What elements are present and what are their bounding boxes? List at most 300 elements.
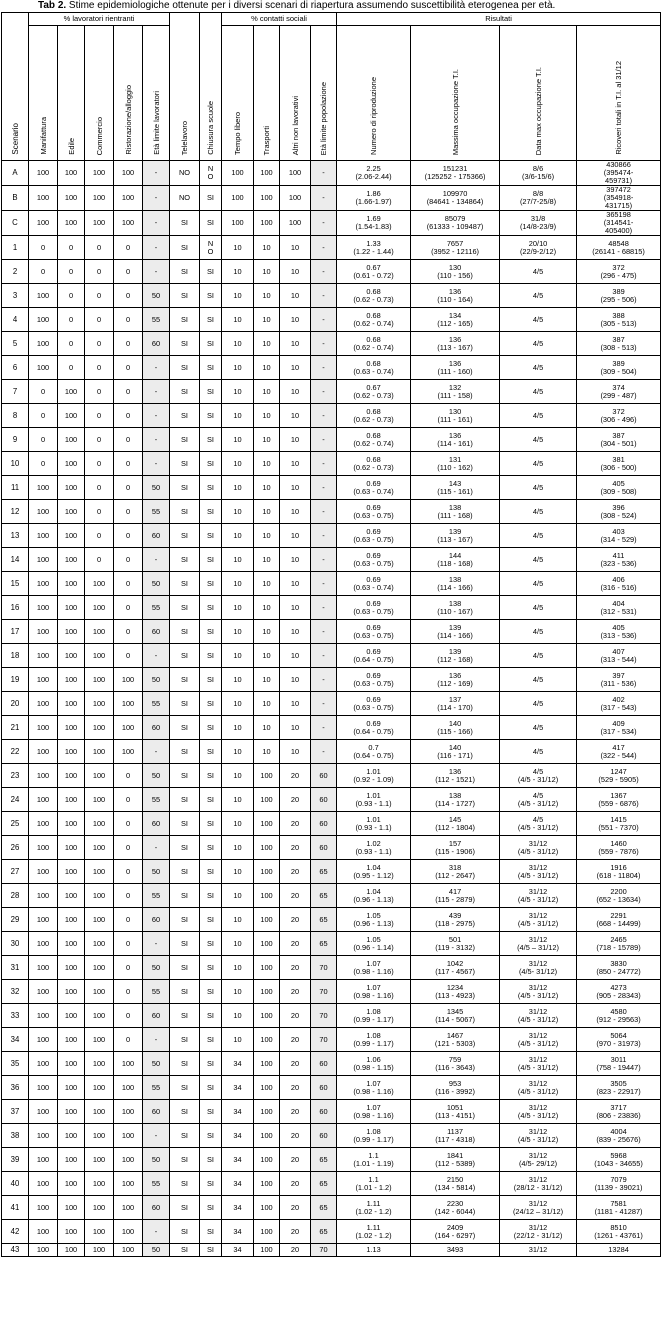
scenario-cell: 16 <box>2 596 29 620</box>
table-cell: 387 (304 - 501) <box>577 428 661 452</box>
table-cell: 100 <box>58 932 85 956</box>
table-cell: - <box>311 500 337 524</box>
table-cell: 0 <box>29 428 58 452</box>
table-cell: 100 <box>85 668 114 692</box>
table-cell: 100 <box>58 1220 85 1244</box>
table-cell: 0.67 (0.62 - 0.73) <box>337 380 411 404</box>
table-cell: 10 <box>280 500 311 524</box>
table-row <box>2 1028 661 1052</box>
scenario-cell: 31 <box>2 956 29 980</box>
table-cell: - <box>311 596 337 620</box>
table-cell: 0 <box>114 884 143 908</box>
table-cell: - <box>311 668 337 692</box>
table-cell: 0.68 (0.63 - 0.74) <box>337 356 411 380</box>
table-cell: - <box>311 356 337 380</box>
table-cell: SI <box>170 452 200 476</box>
table-cell: 13284 <box>577 1244 661 1257</box>
table-cell: SI <box>170 1124 200 1148</box>
table-cell: 4/5 <box>500 476 577 500</box>
table-cell: 100 <box>58 716 85 740</box>
header-trasporti: Trasporti <box>254 26 280 161</box>
table-cell: 0 <box>29 404 58 428</box>
header-chiusura-scuole: Chiusura scuole <box>200 26 222 161</box>
table-cell: SI <box>170 548 200 572</box>
table-cell: - <box>143 740 170 764</box>
table-cell: 100 <box>114 1220 143 1244</box>
table-cell: 34 <box>222 1220 254 1244</box>
table-row <box>2 1076 661 1100</box>
table-cell: 31/12 (4/5 - 31/12) <box>500 1028 577 1052</box>
scenario-cell: 12 <box>2 500 29 524</box>
table-cell: 20 <box>280 764 311 788</box>
table-cell: 3011 (758 - 19447) <box>577 1052 661 1076</box>
table-cell: SI <box>200 356 222 380</box>
table-row <box>2 980 661 1004</box>
table-cell: 20 <box>280 788 311 812</box>
table-cell: 10 <box>280 332 311 356</box>
table-cell: 31/12 (4/5 – 31/12) <box>500 932 577 956</box>
table-cell: 100 <box>254 1052 280 1076</box>
table-cell: 10 <box>222 308 254 332</box>
table-cell: 430866 (395474- 459731) <box>577 161 661 186</box>
table-cell: SI <box>200 1052 222 1076</box>
table-cell: 100 <box>85 161 114 186</box>
table-cell: 34 <box>222 1196 254 1220</box>
table-cell: 1247 (529 - 5905) <box>577 764 661 788</box>
table-cell: 70 <box>311 1004 337 1028</box>
table-cell: SI <box>200 1004 222 1028</box>
table-cell: SI <box>170 596 200 620</box>
table-cell: 60 <box>311 812 337 836</box>
table-cell: SI <box>200 1124 222 1148</box>
table-cell: SI <box>200 308 222 332</box>
table-cell: 31/12 (4/5 - 31/12) <box>500 1076 577 1100</box>
table-row <box>2 308 661 332</box>
table-cell: SI <box>200 476 222 500</box>
table-cell: 2409 (164 - 6297) <box>411 1220 500 1244</box>
table-cell: 60 <box>311 788 337 812</box>
table-cell: 100 <box>58 692 85 716</box>
table-cell: 100 <box>114 211 143 236</box>
table-cell: 20 <box>280 932 311 956</box>
table-cell: 0 <box>114 812 143 836</box>
table-cell: 3505 (823 - 22917) <box>577 1076 661 1100</box>
scenario-cell: 38 <box>2 1124 29 1148</box>
table-cell: 20 <box>280 1028 311 1052</box>
table-cell: 411 (323 - 536) <box>577 548 661 572</box>
table-cell: 50 <box>143 572 170 596</box>
table-row <box>2 908 661 932</box>
table-cell: 60 <box>143 1100 170 1124</box>
table-cell: 65 <box>311 860 337 884</box>
table-cell: 100 <box>29 932 58 956</box>
table-cell: 3717 (806 - 23836) <box>577 1100 661 1124</box>
table-cell: 20 <box>280 1172 311 1196</box>
table-cell: 7581 (1181 - 41287) <box>577 1196 661 1220</box>
table-cell: 100 <box>58 186 85 211</box>
table-cell: 100 <box>85 860 114 884</box>
scenario-cell: C <box>2 211 29 236</box>
scenario-cell: 43 <box>2 1244 29 1257</box>
table-cell: 100 <box>29 764 58 788</box>
table-cell: 20 <box>280 836 311 860</box>
table-cell: 100 <box>58 1244 85 1257</box>
table-cell: 381 (306 - 500) <box>577 452 661 476</box>
scenario-cell: 23 <box>2 764 29 788</box>
table-cell: SI <box>200 716 222 740</box>
table-cell: 100 <box>58 161 85 186</box>
table-cell: 5968 (1043 - 34655) <box>577 1148 661 1172</box>
table-row <box>2 1244 661 1257</box>
table-cell: 10 <box>254 404 280 428</box>
table-cell: 100 <box>29 1004 58 1028</box>
table-cell: SI <box>170 1196 200 1220</box>
table-cell: SI <box>200 620 222 644</box>
table-row <box>2 500 661 524</box>
table-cell: SI <box>200 284 222 308</box>
table-cell: 50 <box>143 284 170 308</box>
scenario-cell: 27 <box>2 860 29 884</box>
table-cell: 0.68 (0.62 - 0.73) <box>337 452 411 476</box>
table-cell: 0.69 (0.63 - 0.75) <box>337 620 411 644</box>
table-cell: SI <box>200 596 222 620</box>
table-cell: 100 <box>29 668 58 692</box>
table-cell: 365198 (314541- 405400) <box>577 211 661 236</box>
table-cell: 100 <box>29 908 58 932</box>
table-cell: 100 <box>85 692 114 716</box>
table-row <box>2 860 661 884</box>
table-cell: 10 <box>222 644 254 668</box>
table-cell: 145 (112 - 1804) <box>411 812 500 836</box>
table-cell: 60 <box>143 332 170 356</box>
table-cell: 100 <box>29 308 58 332</box>
table-cell: 100 <box>29 211 58 236</box>
table-cell: 406 (316 - 516) <box>577 572 661 596</box>
table-row <box>2 476 661 500</box>
table-cell: 8510 (1261 - 43761) <box>577 1220 661 1244</box>
header-tempo-libero: Tempo libero <box>222 26 254 161</box>
table-cell: 439 (118 - 2975) <box>411 908 500 932</box>
table-cell: 0.68 (0.62 - 0.74) <box>337 308 411 332</box>
table-cell: - <box>311 620 337 644</box>
table-cell: 138 (114 - 1727) <box>411 788 500 812</box>
table-cell: 409 (317 - 534) <box>577 716 661 740</box>
table-cell: 0 <box>114 620 143 644</box>
table-cell: 0 <box>58 284 85 308</box>
scenario-cell: 8 <box>2 404 29 428</box>
table-cell: 4/5 <box>500 500 577 524</box>
table-row <box>2 788 661 812</box>
table-cell: 0 <box>114 596 143 620</box>
table-cell: 0.69 (0.63 - 0.75) <box>337 692 411 716</box>
table-cell: 10 <box>222 1004 254 1028</box>
table-cell: 1.11 (1.02 - 1.2) <box>337 1220 411 1244</box>
table-cell: SI <box>200 764 222 788</box>
table-cell: 100 <box>58 596 85 620</box>
table-cell: 100 <box>58 524 85 548</box>
table-cell: 10 <box>254 260 280 284</box>
table-cell: - <box>311 380 337 404</box>
table-cell: 1.06 (0.98 - 1.15) <box>337 1052 411 1076</box>
table-cell: 20 <box>280 980 311 1004</box>
table-cell: 55 <box>143 1172 170 1196</box>
table-cell: 60 <box>311 1124 337 1148</box>
table-cell: 100 <box>58 476 85 500</box>
table-cell: 31/12 (4/5 - 31/12) <box>500 884 577 908</box>
table-cell: 100 <box>85 740 114 764</box>
table-cell: 1.05 (0.96 - 1.13) <box>337 908 411 932</box>
table-cell: 1345 (114 - 5067) <box>411 1004 500 1028</box>
table-cell: 10 <box>222 716 254 740</box>
table-cell: 100 <box>29 476 58 500</box>
table-cell: 60 <box>311 1052 337 1076</box>
table-cell: 151231 (125252 - 175366) <box>411 161 500 186</box>
table-cell: 34 <box>222 1124 254 1148</box>
table-cell: - <box>143 452 170 476</box>
table-cell: 100 <box>85 644 114 668</box>
table-cell: SI <box>200 956 222 980</box>
table-cell: 10 <box>222 500 254 524</box>
table-cell: 100 <box>29 1196 58 1220</box>
table-cell: SI <box>200 548 222 572</box>
table-cell: 4004 (839 - 25676) <box>577 1124 661 1148</box>
table-cell: 372 (306 - 496) <box>577 404 661 428</box>
group-contacts: % contatti sociali <box>222 13 337 26</box>
table-cell: 0 <box>114 836 143 860</box>
header-commercio: Commercio <box>85 26 114 161</box>
table-cell: - <box>311 716 337 740</box>
table-cell: 10 <box>254 548 280 572</box>
table-cell: 10 <box>254 572 280 596</box>
table-cell: 100 <box>29 332 58 356</box>
table-cell: 10 <box>222 452 254 476</box>
scenario-cell: 4 <box>2 308 29 332</box>
table-cell: 10 <box>222 260 254 284</box>
table-cell: 100 <box>29 980 58 1004</box>
table-cell: 0 <box>85 284 114 308</box>
table-cell: 100 <box>114 740 143 764</box>
table-cell: 0 <box>85 236 114 260</box>
scenario-cell: 25 <box>2 812 29 836</box>
table-cell: 100 <box>58 980 85 1004</box>
table-cell: 10 <box>222 836 254 860</box>
table-cell: 0 <box>114 476 143 500</box>
table-row <box>2 1004 661 1028</box>
table-cell: 70 <box>311 980 337 1004</box>
scenario-cell: 37 <box>2 1100 29 1124</box>
table-cell: 100 <box>114 161 143 186</box>
caption-text: Stime epidemiologiche ottenute per i diversi scenari di riapertura assumendo suscettibilità eterogenea per età. <box>66 0 556 11</box>
scenario-cell: 1 <box>2 236 29 260</box>
table-cell: 50 <box>143 668 170 692</box>
table-cell: 100 <box>29 884 58 908</box>
table-cell: 7079 (1139 - 39021) <box>577 1172 661 1196</box>
table-cell: 100 <box>254 211 280 236</box>
table-cell: 0.69 (0.63 - 0.75) <box>337 524 411 548</box>
table-cell: 10 <box>254 716 280 740</box>
table-cell: - <box>311 186 337 211</box>
table-cell: 138 (114 - 166) <box>411 572 500 596</box>
table-cell: - <box>143 428 170 452</box>
table-cell: 10 <box>222 884 254 908</box>
table-cell: 1.86 (1.66-1.97) <box>337 186 411 211</box>
table-cell: 100 <box>254 1196 280 1220</box>
table-cell: 10 <box>222 692 254 716</box>
table-cell: 139 (113 - 167) <box>411 524 500 548</box>
table-cell: 34 <box>222 1244 254 1257</box>
table-cell: 31/12 (24/12 – 31/12) <box>500 1196 577 1220</box>
table-cell: 2291 (668 - 14499) <box>577 908 661 932</box>
scenario-cell: 36 <box>2 1076 29 1100</box>
table-cell: SI <box>170 1148 200 1172</box>
table-cell: 100 <box>58 620 85 644</box>
table-cell: - <box>311 572 337 596</box>
table-cell: 10 <box>222 932 254 956</box>
scenario-cell: 17 <box>2 620 29 644</box>
table-row <box>2 260 661 284</box>
table-cell: - <box>311 524 337 548</box>
table-cell: 60 <box>143 812 170 836</box>
table-cell: - <box>143 186 170 211</box>
table-cell: SI <box>170 908 200 932</box>
table-cell: SI <box>200 428 222 452</box>
table-cell: 1042 (117 - 4567) <box>411 956 500 980</box>
table-cell: 10 <box>254 452 280 476</box>
table-cell: 100 <box>58 1004 85 1028</box>
scenario-cell: 33 <box>2 1004 29 1028</box>
scenario-cell: 9 <box>2 428 29 452</box>
table-cell: 100 <box>85 1004 114 1028</box>
table-cell: 10 <box>222 404 254 428</box>
table-cell: 100 <box>29 1172 58 1196</box>
table-cell: 55 <box>143 788 170 812</box>
table-cell: 31/12 (4/5- 31/12) <box>500 956 577 980</box>
table-cell: 100 <box>58 740 85 764</box>
table-cell: NO <box>170 186 200 211</box>
table-cell: 20 <box>280 1244 311 1257</box>
table-cell: 0 <box>85 404 114 428</box>
table-cell: 55 <box>143 1076 170 1100</box>
table-cell: 0 <box>114 548 143 572</box>
table-cell: - <box>143 1028 170 1052</box>
table-cell: 55 <box>143 500 170 524</box>
table-cell: 100 <box>114 1076 143 1100</box>
table-cell: 100 <box>85 812 114 836</box>
table-cell: 1367 (559 - 6876) <box>577 788 661 812</box>
table-cell: 0.68 (0.62 - 0.73) <box>337 284 411 308</box>
scenario-cell: 7 <box>2 380 29 404</box>
table-cell: 100 <box>85 572 114 596</box>
table-cell: 8/8 (27/7-25/8) <box>500 186 577 211</box>
table-cell: 60 <box>311 764 337 788</box>
table-cell: 100 <box>85 788 114 812</box>
table-cell: 34 <box>222 1100 254 1124</box>
table-cell: SI <box>200 1244 222 1257</box>
table-row <box>2 692 661 716</box>
table-cell: SI <box>170 860 200 884</box>
table-cell: 100 <box>85 620 114 644</box>
table-cell: 10 <box>222 860 254 884</box>
scenario-cell: 3 <box>2 284 29 308</box>
table-cell: 10 <box>280 716 311 740</box>
table-cell: SI <box>170 956 200 980</box>
table-cell: - <box>311 161 337 186</box>
table-cell: SI <box>200 980 222 1004</box>
table-cell: 10 <box>254 236 280 260</box>
table-cell: 100 <box>85 956 114 980</box>
scenario-cell: 2 <box>2 260 29 284</box>
table-cell: 10 <box>280 236 311 260</box>
table-cell: 31/12 <box>500 1244 577 1257</box>
group-workers: % lavoratori rientranti <box>29 13 170 26</box>
table-cell: SI <box>170 980 200 1004</box>
table-cell: 100 <box>29 1148 58 1172</box>
table-cell: - <box>143 380 170 404</box>
table-cell: SI <box>170 236 200 260</box>
table-cell: 100 <box>58 1196 85 1220</box>
table-cell: 2465 (718 - 15789) <box>577 932 661 956</box>
table-cell: SI <box>170 308 200 332</box>
table-row <box>2 1220 661 1244</box>
table-cell: 138 (110 - 167) <box>411 596 500 620</box>
table-cell: 100 <box>85 764 114 788</box>
scenario-cell: A <box>2 161 29 186</box>
table-cell: 0.69 (0.63 - 0.75) <box>337 668 411 692</box>
table-cell: 31/12 (4/5 - 31/12) <box>500 980 577 1004</box>
table-cell: 10 <box>254 596 280 620</box>
table-cell: - <box>143 548 170 572</box>
table-cell: 4/5 <box>500 644 577 668</box>
table-cell: SI <box>170 668 200 692</box>
table-cell: 100 <box>85 1124 114 1148</box>
table-cell: 0 <box>85 428 114 452</box>
table-cell: 100 <box>254 884 280 908</box>
table-cell: 100 <box>58 1100 85 1124</box>
table-cell: 100 <box>85 1028 114 1052</box>
table-cell: SI <box>170 1172 200 1196</box>
table-cell: 10 <box>280 572 311 596</box>
scenario-cell: 30 <box>2 932 29 956</box>
table-cell: 10 <box>222 548 254 572</box>
table-cell: 4/5 <box>500 308 577 332</box>
table-cell: 10 <box>222 524 254 548</box>
table-cell: 100 <box>114 1052 143 1076</box>
table-cell: 100 <box>254 1076 280 1100</box>
table-cell: 10 <box>254 332 280 356</box>
table-cell: 2.25 (2.06-2.44) <box>337 161 411 186</box>
table-cell: 136 (110 - 164) <box>411 284 500 308</box>
table-cell: 10 <box>280 524 311 548</box>
table-cell: 0 <box>114 380 143 404</box>
table-cell: 100 <box>254 1100 280 1124</box>
table-cell: SI <box>200 860 222 884</box>
table-cell: SI <box>200 186 222 211</box>
scenario-cell: 18 <box>2 644 29 668</box>
table-cell: 10 <box>280 548 311 572</box>
table-cell: 100 <box>280 211 311 236</box>
table-cell: SI <box>170 404 200 428</box>
table-cell: 55 <box>143 692 170 716</box>
table-cell: SI <box>200 1148 222 1172</box>
table-cell: 50 <box>143 956 170 980</box>
table-cell: 100 <box>58 1124 85 1148</box>
table-cell: - <box>143 161 170 186</box>
table-cell: 130 (110 - 156) <box>411 260 500 284</box>
table-cell: 85079 (61333 - 109487) <box>411 211 500 236</box>
table-cell: 4/5 (4/5 - 31/12) <box>500 764 577 788</box>
table-cell: SI <box>200 884 222 908</box>
table-cell: 100 <box>29 956 58 980</box>
